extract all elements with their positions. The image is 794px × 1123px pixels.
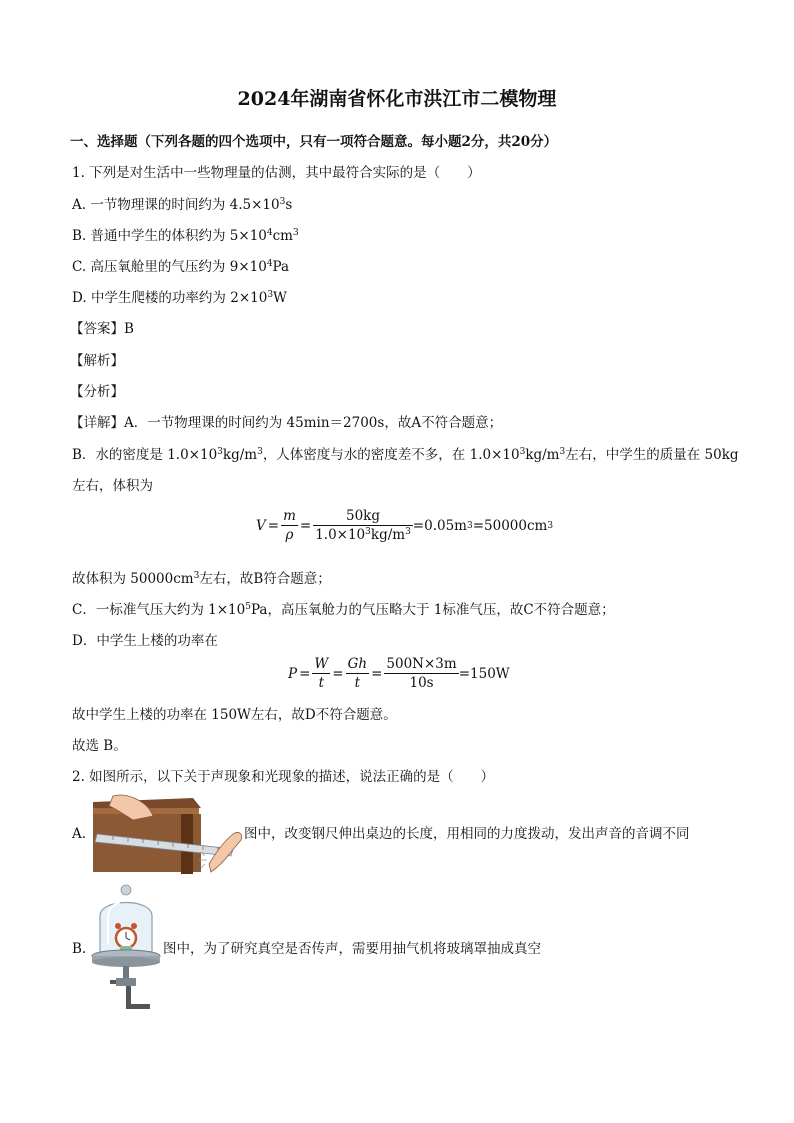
ruler-table-image	[93, 794, 243, 874]
after-eq2: 故中学生上楼的功率在 150W左右，故D不符合题意。	[72, 707, 397, 723]
q2-option-b-text: 图中，为了研究真空是否传声，需要用抽气机将玻璃罩抽成真空	[163, 941, 541, 957]
detail-b-line2: 左右，体积为	[72, 478, 153, 494]
q1-option-b: B. 普通中学生的体积约为 $5\times 10^4cm^3$	[72, 228, 299, 244]
equation-volume: V = $\frac{m}{\rho}$ = $\frac{50kg}{1.0\times 10^3kg/m^3}$ =0.05m 3 =50000cm 3	[256, 508, 554, 543]
analysis-tag: 【解析】	[70, 353, 124, 369]
equation-power: P = $\frac{W}{t}$ = $\frac{Gh}{t}$ = $\frac{500N\times 3m}{10s}$ =150W	[288, 656, 510, 691]
after-eq1: 故体积为 $50000cm^3$左右，故B符合题意；	[72, 571, 331, 587]
question-1-stem: 1. 下列是对生活中一些物理量的估测，其中最符合实际的是（ ）	[72, 165, 481, 181]
q1-option-a: A. 一节物理课的时间约为 $4.5\times 10^3s$	[72, 197, 293, 213]
q2-option-b-label: B.	[72, 941, 87, 957]
page-title: 2024年湖南省怀化市洪江市二模物理	[237, 88, 557, 110]
q1-conclusion: 故选 B。	[72, 738, 127, 754]
question-2-stem: 2. 如图所示，以下关于声现象和光现象的描述，说法正确的是（ ）	[72, 769, 495, 785]
fenxi-tag: 【分析】	[70, 384, 124, 400]
detail-b-line1: B．水的密度是 $1.0\times 10^3kg/m^3$，人体密度与水的密度差不多，在 $1.0\times 10^3kg/m^3$左右，中学生的质量在 50kg	[72, 447, 739, 463]
section-header: 一、选择题（下列各题的四个选项中，只有一项符合题意。每小题2分，共20分）	[70, 134, 558, 150]
answer-tag: 【答案】B	[70, 321, 134, 337]
detail-c: C．一标准气压大约为 $1\times 10^5Pa$，高压氧舱力的气压略大于 1标准气压，故C不符合题意；	[72, 602, 615, 618]
bell-jar-image	[90, 882, 162, 1014]
q2-option-a-label: A.	[72, 826, 87, 842]
q1-option-c: C. 高压氧舱里的气压约为 $9\times 10^4Pa$	[72, 259, 290, 275]
detail-d: D．中学生上楼的功率在	[72, 633, 218, 649]
q1-option-d: D. 中学生爬楼的功率约为 $2\times 10^3W$	[72, 290, 287, 306]
detail-a: 【详解】A．一节物理课的时间约为 45min＝2700s，故A不符合题意；	[70, 415, 503, 431]
q2-option-a-text: 图中，改变钢尺伸出桌边的长度，用相同的力度拨动，发出声音的音调不同	[244, 826, 690, 842]
